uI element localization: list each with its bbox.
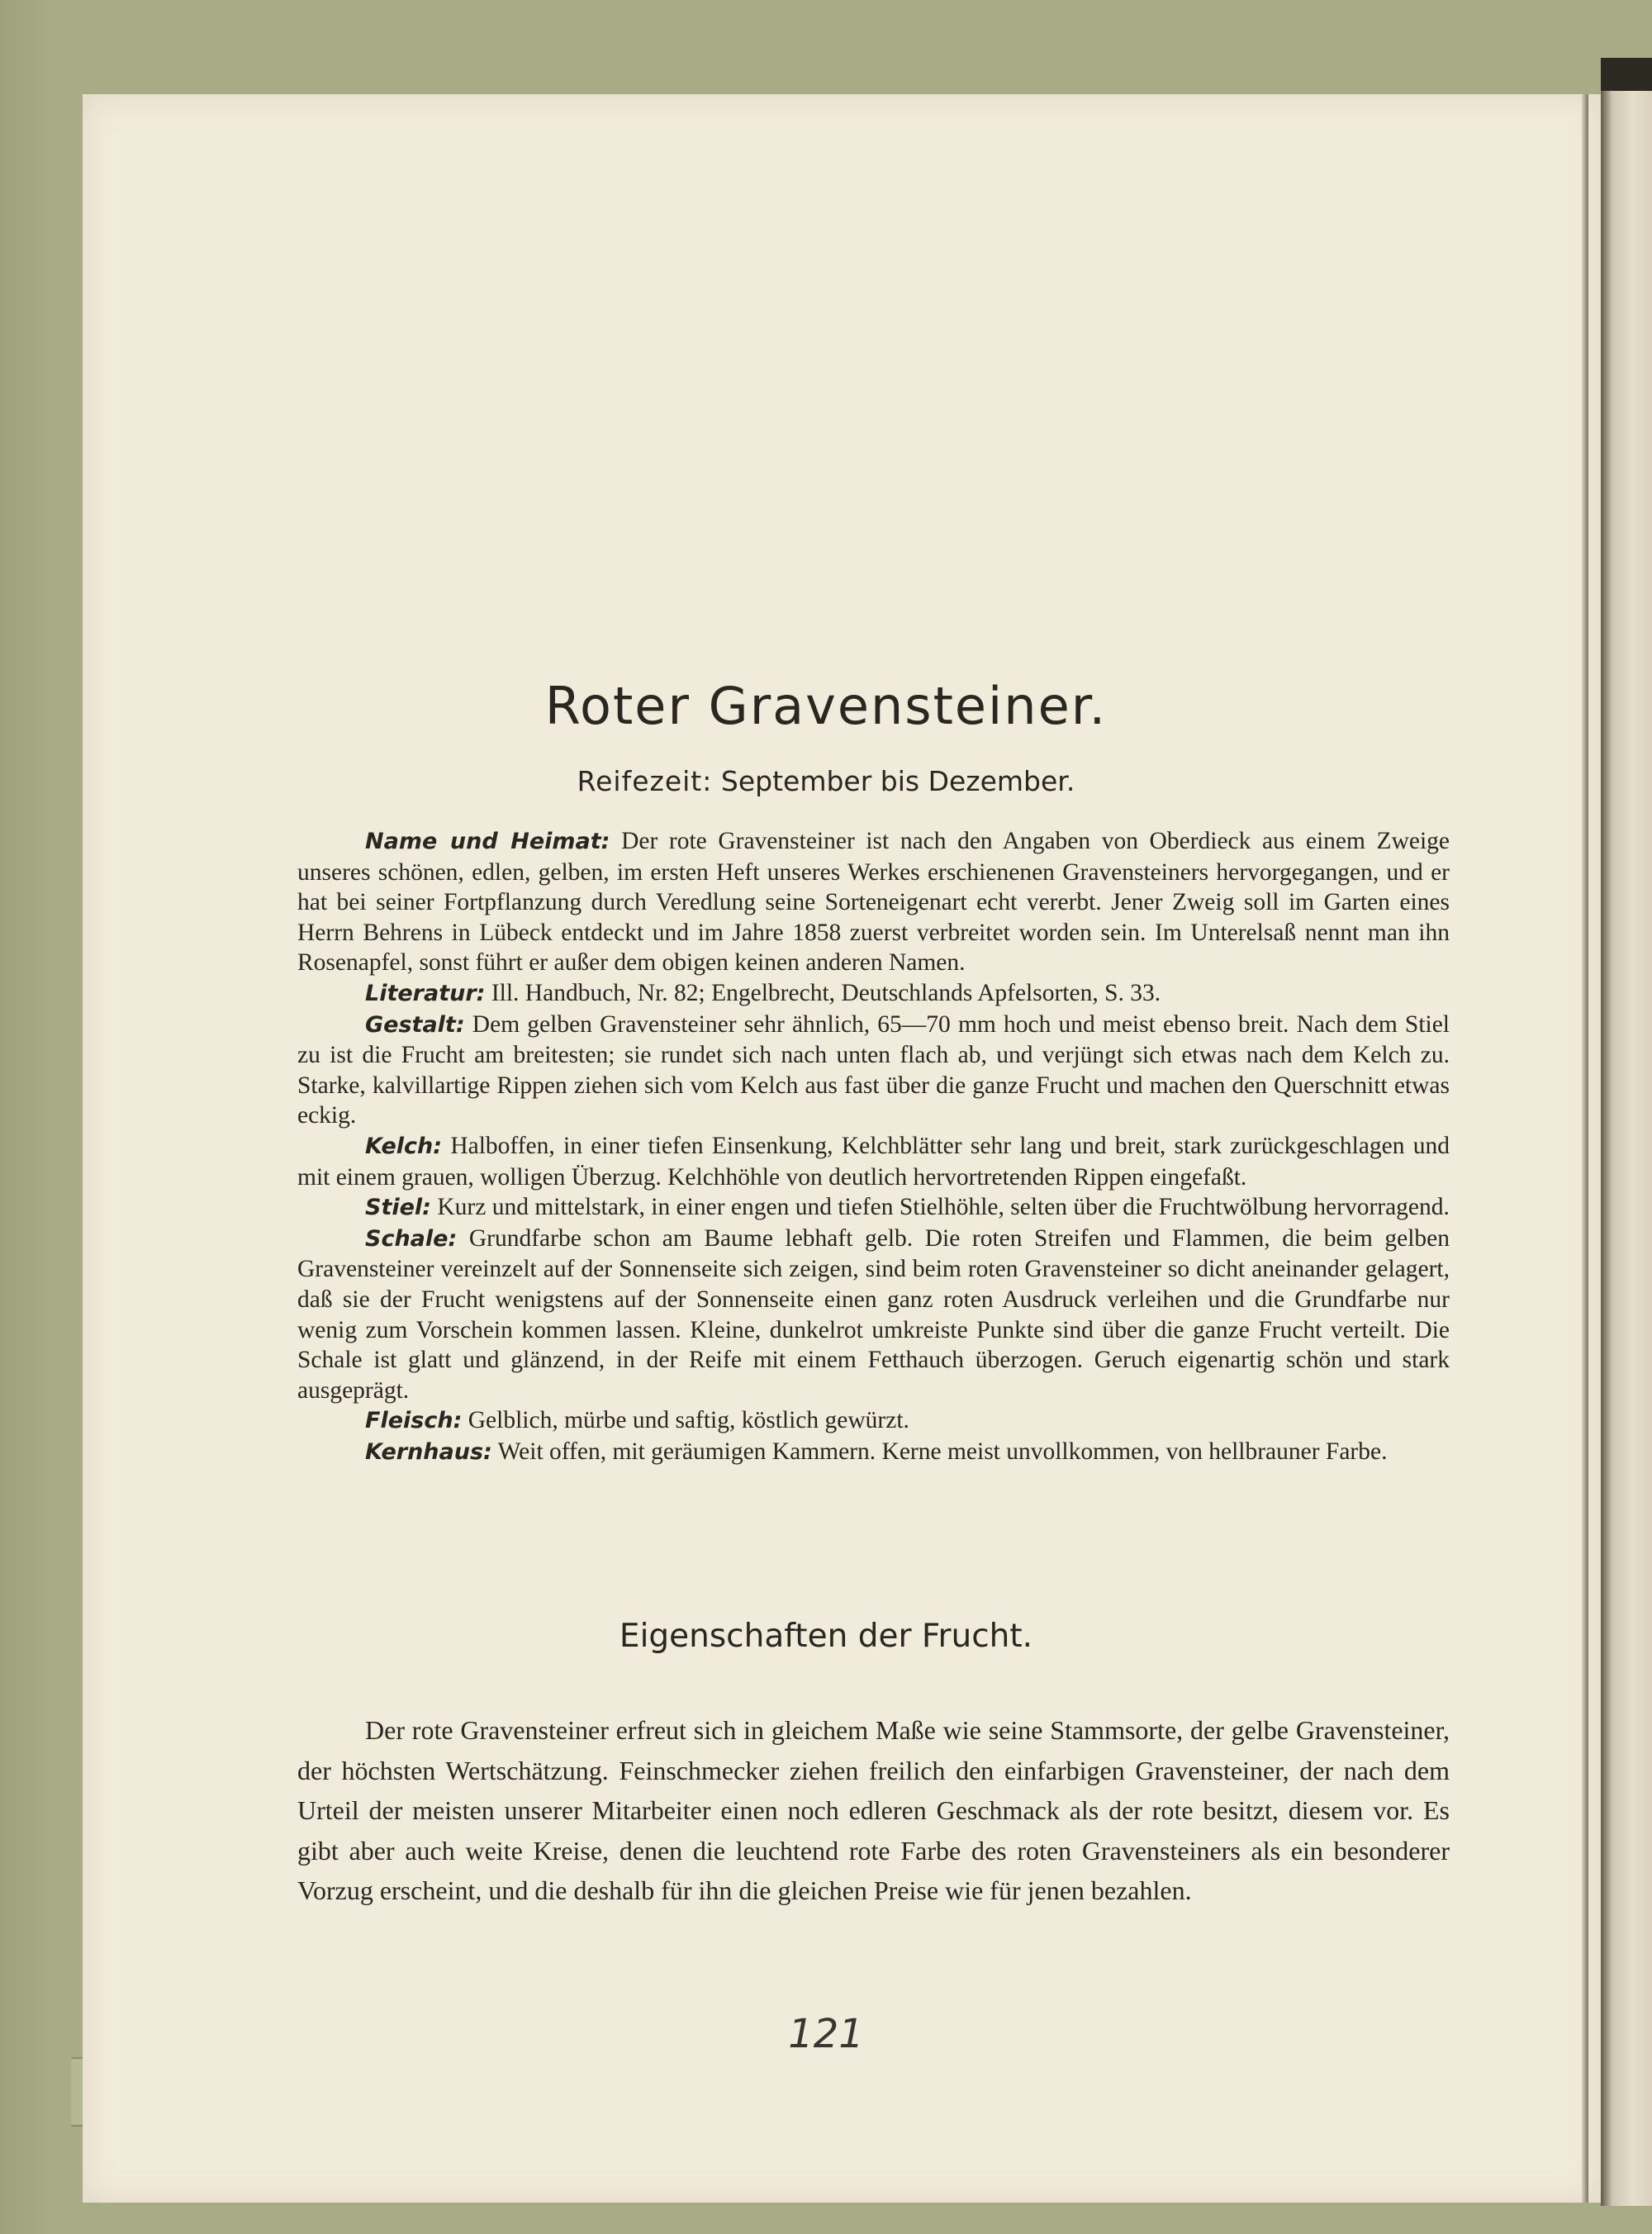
section-text: Gelblich, mürbe und saftig, köstlich gewürzt. xyxy=(468,1407,909,1434)
properties-paragraph: Der rote Gravensteiner erfreut sich in gleichem Maße wie seine Stammsorte, der gelbe Gravensteiner, der höchsten Wertschätzung. Feinschmecker ziehen freilich den einfarbigen Gravensteiner, der nach dem Urteil der meisten unserer Mitarbeiter einen noch edleren Geschmack als der rote besitzt, diesem vor. Es gibt aber auch weite Kreise, denen die leuchtend rote Farbe des roten Gravensteiners als ein besonderer Vorzug erscheint, und die deshalb für ihn die gleichen Preise wie für jenen bezahlen. xyxy=(297,1715,1450,1906)
section-fleisch xyxy=(297,1405,1450,1437)
section-label: Fleisch: xyxy=(365,1408,463,1434)
section-text: Grundfarbe schon am Baume lebhaft gelb. Die roten Streifen und Flammen, die beim gelben Gravensteiner vereinzelt auf der Sonnenseite sich zeigen, sind beim roten Gravensteiner so dicht aneinander gelagert, daß sie der Frucht wenigstens auf der Sonnenseite einen ganz roten Ausdruck verleihen und die Grundfarbe nur wenig zum Vorschein kommen lassen. Kleine, dunkelrot umkreiste Punkte sind über die ganze Frucht verteilt. Die Schale ist glatt und glänzend, in der Reife mit einem Fetthauch überzogen. Geruch eigenartig schön und stark ausgeprägt. xyxy=(297,1224,1450,1404)
section-text: Weit offen, mit geräumigen Kammern. Kerne meist unvollkommen, von hellbrauner Farbe. xyxy=(497,1438,1388,1465)
page-number: 121 xyxy=(788,2011,864,2057)
page-title: Roter Gravensteiner. xyxy=(544,676,1108,736)
section-literatur xyxy=(297,978,1450,1010)
section-label: Name und Heimat: xyxy=(365,829,610,854)
section-text: Dem gelben Gravensteiner sehr ähnlich, 65—70 mm hoch und meist ebenso breit. Nach dem Stiel zu ist die Frucht am breitesten; sie rundet sich nach unten flach ab, und verjüngt sich etwas nach dem Kelch zu. Starke, kalvillartige Rippen ziehen sich vom Kelch aus fast über die ganze Frucht und machen den Querschnitt etwas eckig. xyxy=(297,1010,1450,1129)
ripeness-label: Reifezeit: xyxy=(577,765,713,797)
section-name-heimat xyxy=(297,826,1450,978)
section-text: Kurz und mittelstark, in einer engen und tiefen Stielhöhle, selten über die Fruchtwölbung hervorragend. xyxy=(437,1194,1450,1221)
section-text: Der rote Gravensteiner ist nach den Angaben von Oberdieck aus einem Zweige unseres schönen, edlen, gelben, im ersten Heft unseres Werkes erschienenen Gravensteiners hervorgegangen, und er hat bei seiner Fortpflanzung durch Veredlung seine Sorteneigenart echt vererbt. Jener Zweig soll im Garten eines Herrn Behrens in Lübeck entdeckt und im Jahre 1858 zuerst verbreitet worden sein. Im Unterelsaß nennt man ihn Rosenapfel, sonst führt er außer dem obigen keinen anderen Namen. xyxy=(297,828,1450,977)
section-label: Gestalt: xyxy=(365,1011,465,1038)
section-stiel xyxy=(297,1192,1450,1224)
section-text: Ill. Handbuch, Nr. 82; Engelbrecht, Deutschlands Apfelsorten, S. 33. xyxy=(491,979,1161,1006)
ripeness-value: September bis Dezember. xyxy=(720,765,1075,797)
description-body xyxy=(297,826,1450,1467)
section-label: Kelch: xyxy=(365,1133,443,1159)
section-label: Kernhaus: xyxy=(365,1438,492,1465)
section-kernhaus xyxy=(297,1437,1450,1468)
section-label: Schale: xyxy=(365,1225,458,1252)
page-gutter xyxy=(1582,94,1588,2203)
section-label: Literatur: xyxy=(365,980,486,1006)
section-gestalt xyxy=(297,1010,1450,1131)
ripeness-line xyxy=(0,765,1652,797)
binding-shadow xyxy=(1601,58,1652,91)
properties-heading: Eigenschaften der Frucht. xyxy=(619,1618,1033,1655)
section-schale xyxy=(297,1224,1450,1406)
adjacent-page-edge xyxy=(1601,58,1652,2206)
section-text: Halboffen, in einer tiefen Einsenkung, Kelchblätter sehr lang und breit, stark zurückgeschlagen und mit einem grauen, wolligen Überzug. Kelchhöhle von deutlich hervortretenden Rippen eingefaßt. xyxy=(297,1132,1450,1191)
section-kelch xyxy=(297,1131,1450,1192)
section-label: Stiel: xyxy=(365,1195,431,1221)
